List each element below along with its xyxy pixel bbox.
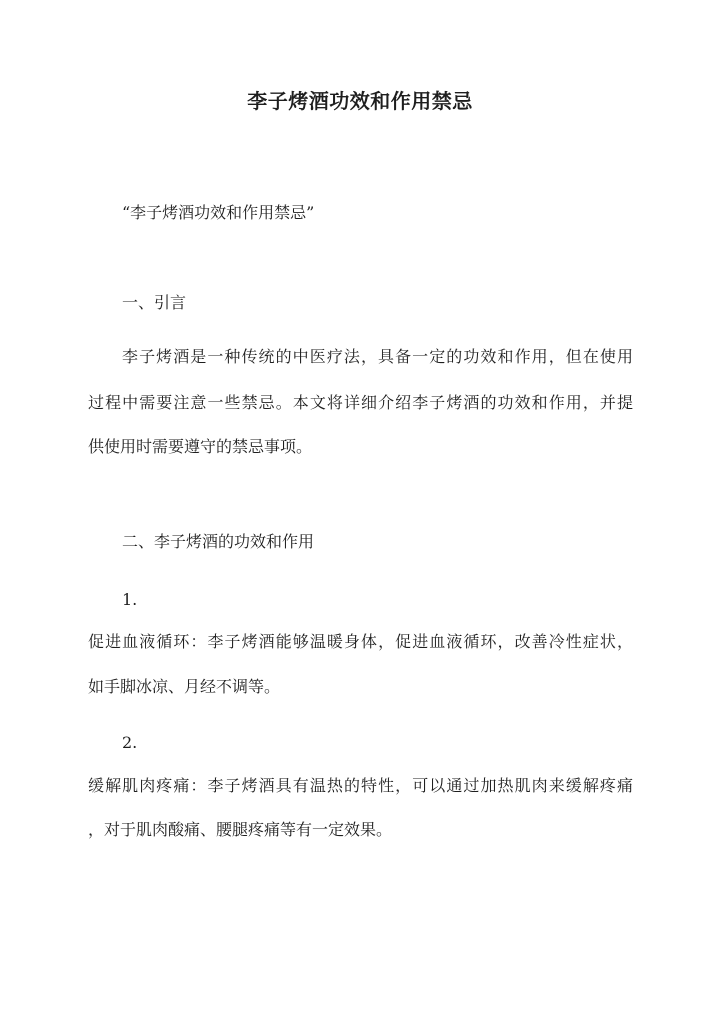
section-heading-introduction: 一、引言: [122, 293, 187, 312]
list-item-text-line: 缓解肌肉疼痛：李子烤酒具有温热的特性，可以通过加热肌肉来缓解疼痛: [88, 776, 633, 795]
section-heading-effects: 二、李子烤酒的功效和作用: [122, 532, 315, 551]
list-item-number: 1.: [122, 590, 138, 609]
intro-paragraph-line: 供使用时需要遵守的禁忌事项。: [88, 437, 313, 456]
intro-paragraph-line: 过程中需要注意一些禁忌。本文将详细介绍李子烤酒的功效和作用，并提: [88, 393, 633, 412]
list-item-text-line: ，对于肌肉酸痛、腰腿疼痛等有一定效果。: [88, 820, 393, 839]
intro-paragraph-line: 李子烤酒是一种传统的中医疗法，具备一定的功效和作用，但在使用: [122, 347, 633, 366]
document-title: 李子烤酒功效和作用禁忌: [247, 89, 473, 113]
list-item-text-line: 如手脚冰凉、月经不调等。: [88, 677, 281, 696]
quoted-title: “李子烤酒功效和作用禁忌”: [122, 203, 315, 222]
list-item-number: 2.: [122, 733, 138, 752]
list-item-text-line: 促进血液循环：李子烤酒能够温暖身体，促进血液循环，改善冷性症状，: [88, 632, 633, 651]
